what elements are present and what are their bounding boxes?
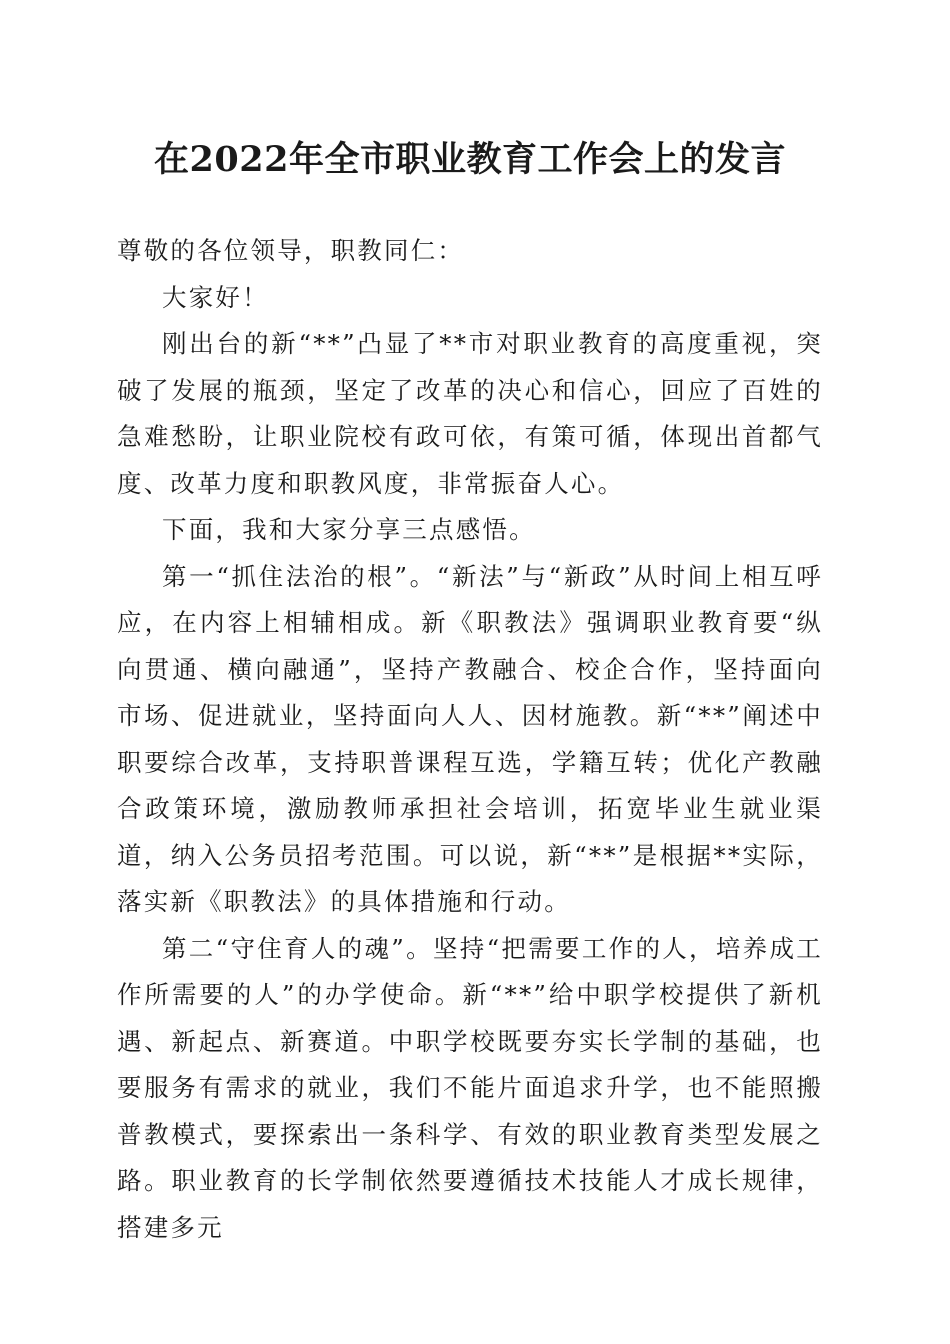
paragraph-transition: 下面，我和大家分享三点感悟。 [162,515,536,544]
salutation: 尊敬的各位领导，职教同仁： [117,236,465,265]
paragraph-point-two: 第二“守住育人的魂”。坚持“把需要工作的人，培养成工作所需要的人”的办学使命。新“**”给中职学校提供了新机遇、新起点、新赛道。中职学校既要夯实长学制的基础，也要服务有需求的就业，我们不能片面追求升学，也不能照搬普教模式，要探索出一条科学、有效的职业教育类型发展之路。职业教育的长学制依然要遵循技术技能人才成长规律，搭建多元 [117,933,823,1242]
paragraph-point-one: 第一“抓住法治的根”。“新法”与“新政”从时间上相互呼应，在内容上相辅相成。新《职教法》强调职业教育要“纵向贯通、横向融通”，坚持产教融合、校企合作，坚持面向市场、促进就业，坚持面向人人、因材施教。新“**”阐述中职要综合改革，支持职普课程互选，学籍互转；优化产教融合政策环境，激励教师承担社会培训，拓宽毕业生就业渠道，纳入公务员招考范围。可以说，新“**”是根据**实际，落实新《职教法》的具体措施和行动。 [117,561,823,916]
paragraph-greeting: 大家好！ [162,282,269,312]
document-page [117,128,823,1251]
paragraph-introduction: 刚出台的新“**”凸显了**市对职业教育的高度重视，突破了发展的瓶颈，坚定了改革的决心和信心，回应了百姓的急难愁盼，让职业院校有政可依，有策可循，体现出首都气度、改革力度和职教风度，非常振奋人心。 [117,329,823,498]
document-title: 在2022年全市职业教育工作会上的发言 [154,139,786,180]
